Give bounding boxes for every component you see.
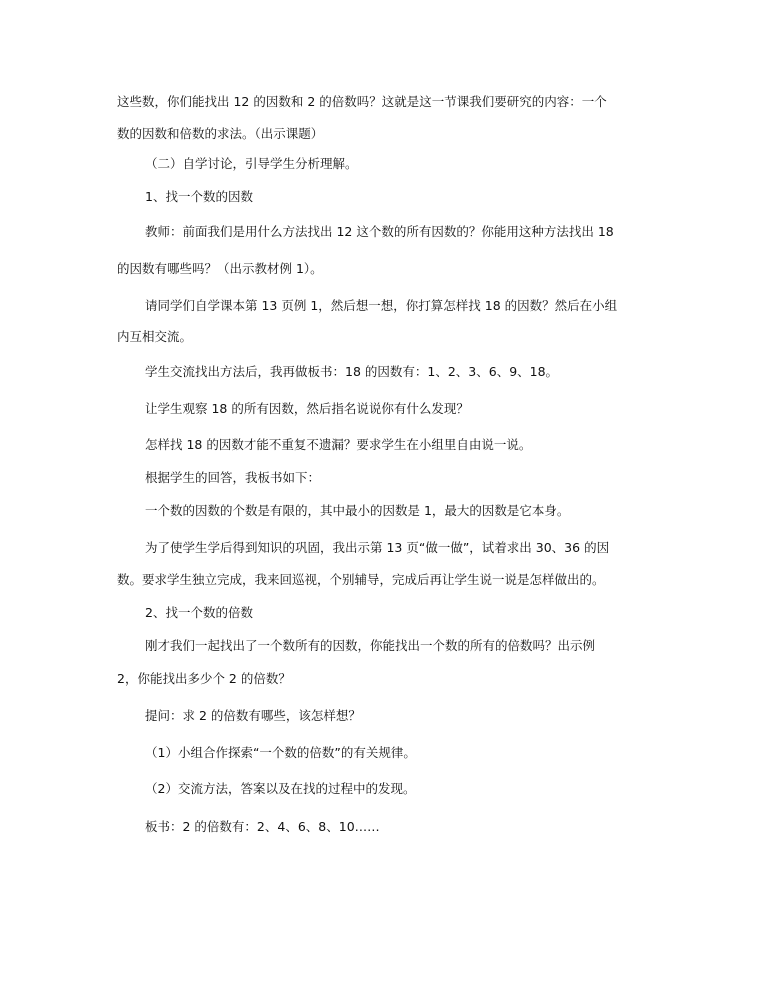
paragraph-line: 内互相交流。 [117,329,193,344]
paragraph-line: 数。要求学生独立完成，我来回巡视，个别辅导，完成后再让学生说一说是怎样做出的。 [117,572,605,587]
paragraph-line: 请同学们自学课本第 13 页例 1，然后想一想，你打算怎样找 18 的因数？然后在小组 [145,298,618,313]
paragraph-line: 的因数有哪些吗？（出示教材例 1）。 [117,261,323,276]
paragraph-line: 提问：求 2 的倍数有哪些，该怎样想？ [145,708,361,723]
subsection-heading: 2、找一个数的倍数 [145,605,253,620]
paragraph-line: 怎样找 18 的因数才能不重复不遗漏？要求学生在小组里自由说一说。 [145,437,532,452]
paragraph-line: 根据学生的回答，我板书如下： [145,470,321,485]
subsection-heading: 1、找一个数的因数 [145,189,253,204]
paragraph-line: 学生交流找出方法后，我再做板书：18 的因数有：1、2、3、6、9、18。 [145,364,559,379]
paragraph-line: 刚才我们一起找出了一个数所有的因数，你能找出一个数的所有的倍数吗？出示例 [145,638,596,653]
list-item: （2）交流方法，答案以及在找的过程中的发现。 [145,781,416,796]
paragraph-line: 让学生观察 18 的所有因数，然后指名说说你有什么发现？ [145,401,469,416]
paragraph-line: 数的因数和倍数的求法。（出示课题） [117,126,324,141]
paragraph-line: 教师：前面我们是用什么方法找出 12 这个数的所有因数的？你能用这种方法找出 18 [145,224,614,239]
paragraph-line: 板书：2 的倍数有：2、4、6、8、10…… [145,819,380,834]
paragraph-line: 2，你能找出多少个 2 的倍数？ [117,671,291,686]
paragraph-line: 为了使学生学后得到知识的巩固，我出示第 13 页“做一做”，试着求出 30、36 的因 [145,540,610,555]
paragraph-line: 这些数，你们能找出 12 的因数和 2 的倍数吗？这就是这一节课我们要研究的内容：一个 [117,94,607,109]
list-item: （1）小组合作探索“一个数的倍数”的有关规律。 [145,745,416,760]
section-heading: （二）自学讨论，引导学生分析理解。 [145,156,358,171]
paragraph-line: 一个数的因数的个数是有限的，其中最小的因数是 1，最大的因数是它本身。 [145,503,570,518]
